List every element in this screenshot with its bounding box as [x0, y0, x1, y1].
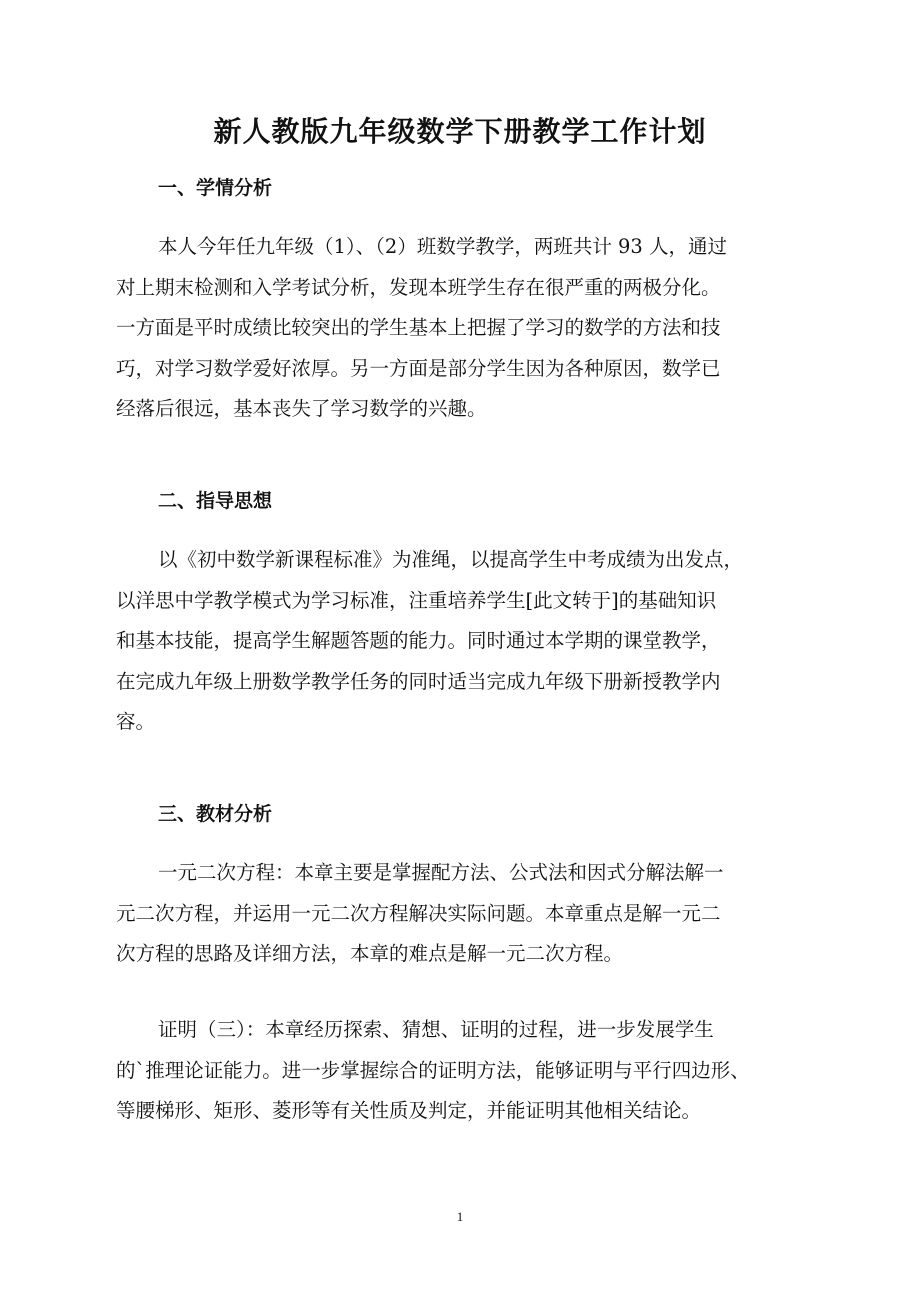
paragraph-line: 本人今年任九年级（1）、（2）班数学教学，两班共计 93 人，通过	[158, 235, 728, 258]
paragraph-line: 对上期末检测和入学考试分析，发现本班学生存在很严重的两极分化。	[116, 275, 721, 299]
section-heading-guiding-ideology: 二、指导思想	[158, 490, 273, 512]
paragraph-guiding-ideology	[116, 540, 816, 743]
paragraph-proof-three	[116, 1010, 816, 1132]
paragraph-line: 经落后很远，基本丧失了学习数学的兴趣。	[116, 397, 487, 420]
paragraph-line: 以洋思中学教学模式为学习标准，注重培养学生[此文转于]的基础知识	[116, 588, 717, 612]
section-heading-situation-analysis: 一、学情分析	[158, 177, 273, 199]
paragraph-line: 容。	[116, 710, 156, 733]
paragraph-line: 一方面是平时成绩比较突出的学生基本上把握了学习的数学的方法和技	[116, 316, 721, 339]
paragraph-line: 以《初中数学新课程标准》为准绳，以提高学生中考成绩为出发点，	[158, 548, 744, 571]
paragraph-line: 和基本技能，提高学生解题答题的能力。同时通过本学期的课堂教学，	[116, 629, 721, 652]
paragraph-line: 巧，对学习数学爱好浓厚。另一方面是部分学生因为各种原因，数学已	[116, 356, 721, 380]
paragraph-line: 元二次方程，并运用一元二次方程解决实际问题。本章重点是解一元二	[116, 901, 721, 925]
document-title: 新人教版九年级数学下册教学工作计划	[213, 115, 707, 148]
section-heading-textbook-analysis: 三、教材分析	[158, 803, 273, 825]
paragraph-line: 在完成九年级上册数学教学任务的同时适当完成九年级下册新授教学内	[116, 669, 721, 693]
paragraph-line: 等腰梯形、矩形、菱形等有关性质及判定，并能证明其他相关结论。	[116, 1099, 702, 1122]
paragraph-line: 一元二次方程：本章主要是掌握配方法、公式法和因式分解法解一	[158, 861, 724, 884]
paragraph-line: 的`推理论证能力。进一步掌握综合的证明方法，能够证明与平行四边形、	[116, 1058, 750, 1082]
page-number: 1	[456, 1209, 464, 1224]
paragraph-line: 证明（三）：本章经历探索、猜想、证明的过程，进一步发展学生	[158, 1018, 714, 1041]
paragraph-line: 次方程的思路及详细方法，本章的难点是解一元二次方程。	[116, 942, 624, 965]
paragraph-quadratic-equations	[116, 853, 816, 975]
paragraph-situation-analysis	[116, 227, 816, 430]
